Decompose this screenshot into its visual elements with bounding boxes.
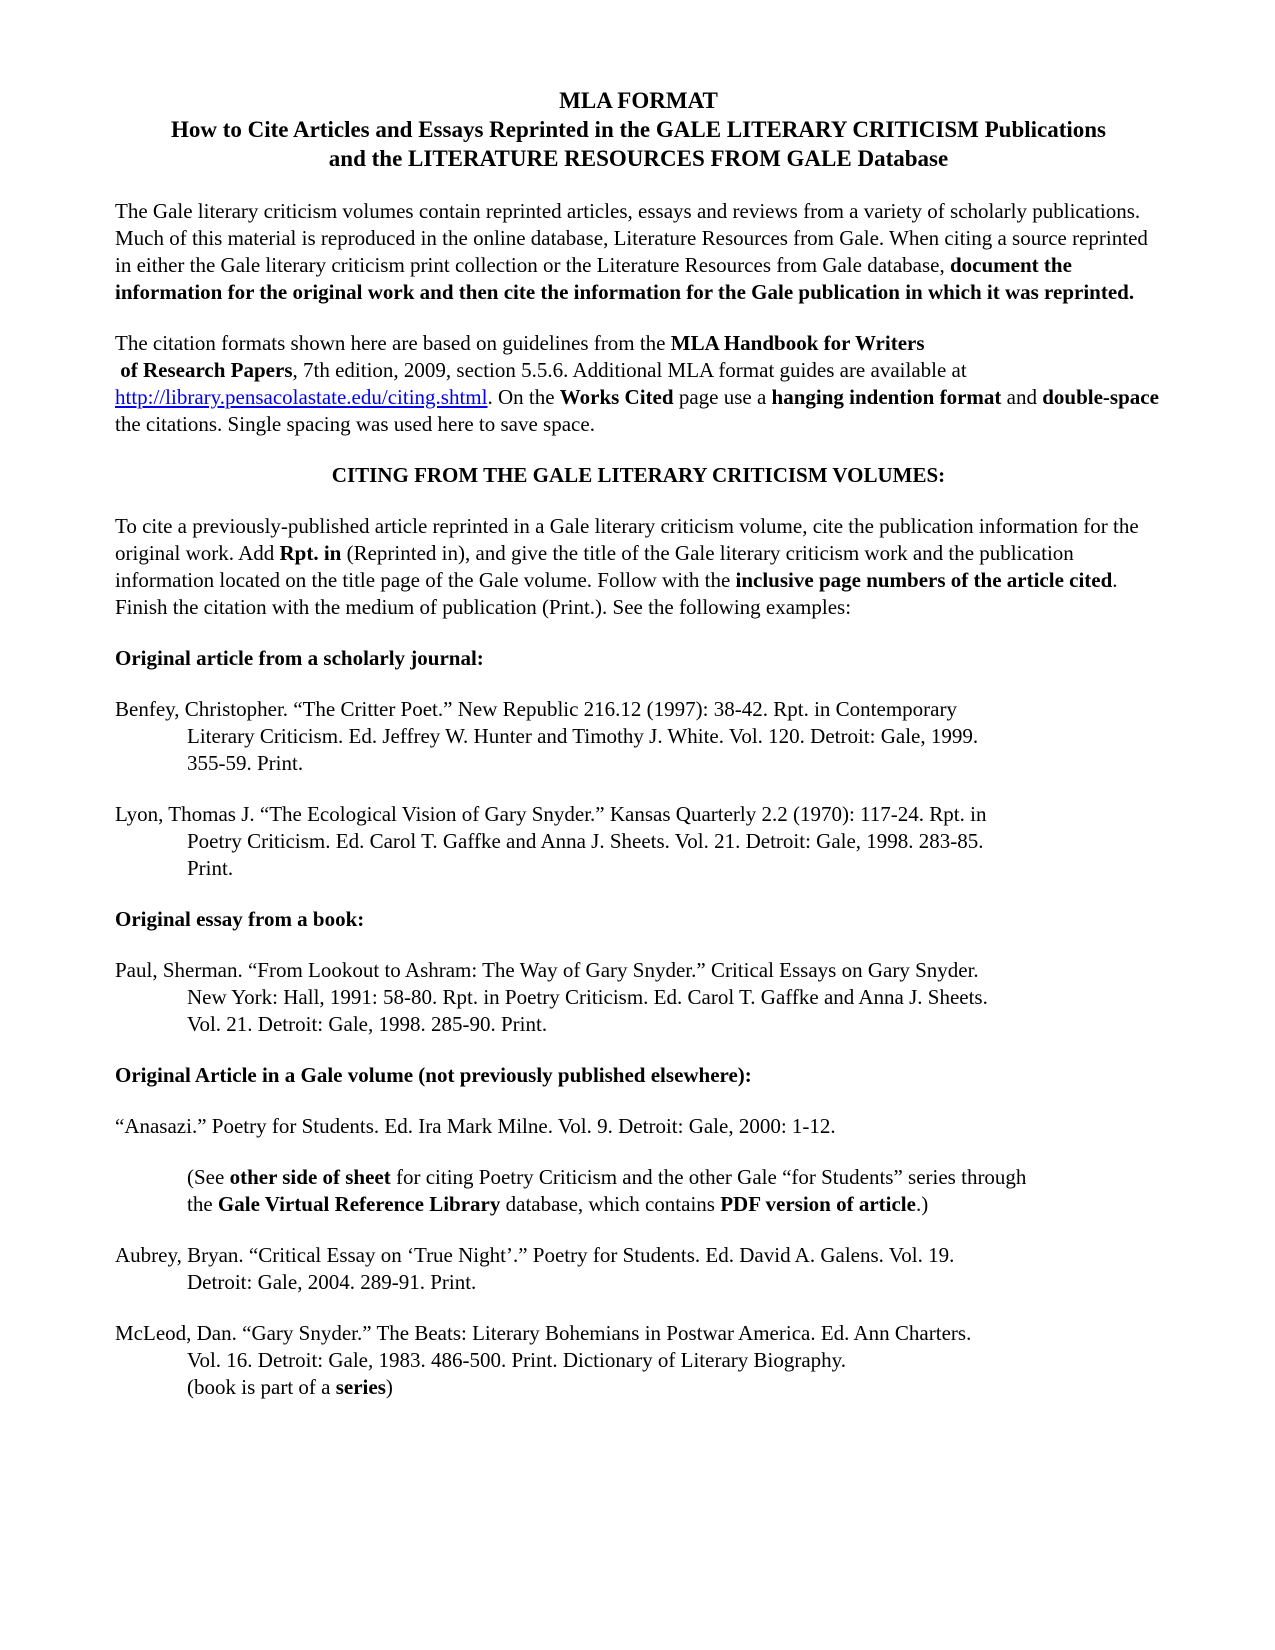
text-run: Vol. 16. Detroit: Gale, 1983. 486-500. Print. Dictionary of Literary Biography.: [187, 1348, 847, 1372]
citation-line: [115, 1320, 1162, 1347]
text-run: New York: Hall, 1991: 58-80. Rpt. in Poetry Criticism. Ed. Carol T. Gaffke and Anna J. Sheets.: [187, 985, 988, 1009]
citation-paul: [115, 957, 1162, 1038]
text-run: Print.: [187, 856, 234, 880]
paragraph-citing-instructions: [115, 513, 1162, 621]
bold-text-run: inclusive page numbers of the article cited: [735, 568, 1113, 592]
text-run: To cite a previously-published article reprinted in a Gale literary criticism volume, cite the publication information for the original work. Add: [115, 514, 1139, 565]
text-run: Paul, Sherman. “From Lookout to Ashram: The Way of Gary Snyder.” Critical Essays on Gary Snyder.: [115, 958, 979, 982]
citing-guide-link[interactable]: http://library.pensacolastate.edu/citing.shtml: [115, 385, 488, 409]
text-run: “Anasazi.” Poetry for Students. Ed. Ira Mark Milne. Vol. 9. Detroit: Gale, 2000: 1-12.: [115, 1114, 836, 1138]
citation-line: [187, 1269, 1162, 1296]
heading-essay-from-book: Original essay from a book:: [115, 907, 365, 931]
bold-text-run: document the information for the original work and then cite the information for the Gale publication in which it was reprinted.: [115, 253, 1135, 304]
citation-aubrey: [115, 1242, 1162, 1296]
citation-line: [187, 1011, 1162, 1038]
bold-text-run: Works Cited: [559, 385, 674, 409]
text-run: page use a: [673, 385, 772, 409]
title-line-2: How to Cite Articles and Essays Reprinted in the GALE LITERARY CRITICISM Publications: [170, 117, 1107, 142]
text-run: . Finish the citation with the medium of publication (Print.). See the following examples:: [115, 568, 1118, 619]
text-run: McLeod, Dan. “Gary Snyder.” The Beats: Literary Bohemians in Postwar America. Ed. Ann Charters.: [115, 1321, 972, 1345]
bold-text-run: Gale Virtual Reference Library: [217, 1192, 501, 1216]
title-line-1: MLA FORMAT: [559, 88, 718, 113]
paragraph-intro: [115, 198, 1162, 306]
citation-line: [187, 828, 1162, 855]
text-run: database, which contains: [500, 1192, 721, 1216]
text-run: Poetry Criticism. Ed. Carol T. Gaffke and Anna J. Sheets. Vol. 21. Detroit: Gale, 1998. 283-85.: [187, 829, 984, 853]
bold-text-run: of Research Papers: [115, 358, 293, 382]
title-line-3: and the LITERATURE RESOURCES FROM GALE Database: [328, 146, 949, 171]
text-run: the: [187, 1192, 218, 1216]
note-other-side: [187, 1164, 1162, 1218]
text-run: (See: [187, 1165, 230, 1189]
citation-mcleod: [115, 1320, 1162, 1401]
citation-line: [187, 984, 1162, 1011]
text-run: Detroit: Gale, 2004. 289-91. Print.: [187, 1270, 477, 1294]
text-run: Lyon, Thomas J. “The Ecological Vision of Gary Snyder.” Kansas Quarterly 2.2 (1970): 117-24. Rpt. in: [115, 802, 987, 826]
text-run: Vol. 21. Detroit: Gale, 1998. 285-90. Print.: [187, 1012, 548, 1036]
citation-line: [187, 750, 1162, 777]
bold-text-run: other side of sheet: [229, 1165, 391, 1189]
bold-text-run: MLA Handbook for Writers: [670, 331, 925, 355]
citation-line: [115, 957, 1162, 984]
heading-scholarly-journal: Original article from a scholarly journal:: [115, 646, 484, 670]
text-run: for citing Poetry Criticism and the other Gale “for Students” series through: [390, 1165, 1027, 1189]
document-title: [115, 86, 1162, 173]
text-run: , 7th edition, 2009, section 5.5.6. Additional MLA format guides are available at: [292, 358, 967, 382]
bold-text-run: Rpt. in: [279, 541, 342, 565]
citation-lyon: [115, 801, 1162, 882]
text-run: Benfey, Christopher. “The Critter Poet.” New Republic 216.12 (1997): 38-42. Rpt. in Contemporary: [115, 697, 957, 721]
heading-gale-volume: Original Article in a Gale volume (not previously published elsewhere):: [115, 1063, 752, 1087]
section-heading-citing-volumes: CITING FROM THE GALE LITERARY CRITICISM VOLUMES:: [331, 463, 946, 487]
text-run: ): [385, 1375, 393, 1399]
citation-line: [187, 855, 1162, 882]
citation-anasazi: [115, 1113, 1162, 1140]
text-run: The Gale literary criticism volumes contain reprinted articles, essays and reviews from a variety of scholarly publications. Much of this material is reproduced in the online database, Literature Resources from Gale. When citing a source reprinted in either the Gale literary criticism print collection or the Literature Resources from Gale database,: [115, 199, 1148, 277]
text-run: (book is part of a: [187, 1375, 336, 1399]
text-run: . On the: [487, 385, 560, 409]
text-run: .): [915, 1192, 929, 1216]
citation-line: [115, 696, 1162, 723]
bold-text-run: PDF version of article: [720, 1192, 916, 1216]
text-run: Aubrey, Bryan. “Critical Essay on ‘True Night’.” Poetry for Students. Ed. David A. Galens. Vol. 19.: [115, 1243, 955, 1267]
citation-line: [115, 1113, 1162, 1140]
citation-line: [115, 1242, 1162, 1269]
bold-text-run: series: [335, 1375, 386, 1399]
text-run: 355-59. Print.: [187, 751, 304, 775]
bold-text-run: hanging indention format: [771, 385, 1002, 409]
paragraph-guidelines: [115, 330, 1162, 438]
bold-text-run: double-space: [1042, 385, 1159, 409]
text-run: the citations. Single spacing was used here to save space.: [115, 412, 595, 436]
citation-line: [187, 723, 1162, 750]
citation-line: [115, 801, 1162, 828]
text-run: and: [1001, 385, 1043, 409]
text-run: (Reprinted in), and give the title of the Gale literary criticism work and the publication information located on the title page of the Gale volume. Follow with the: [115, 541, 1074, 592]
citation-line: [187, 1347, 1162, 1374]
text-run: The citation formats shown here are based on guidelines from the: [115, 331, 671, 355]
text-run: Literary Criticism. Ed. Jeffrey W. Hunter and Timothy J. White. Vol. 120. Detroit: Gale, 1999.: [187, 724, 979, 748]
citation-benfey: [115, 696, 1162, 777]
citation-line: [187, 1374, 1162, 1401]
